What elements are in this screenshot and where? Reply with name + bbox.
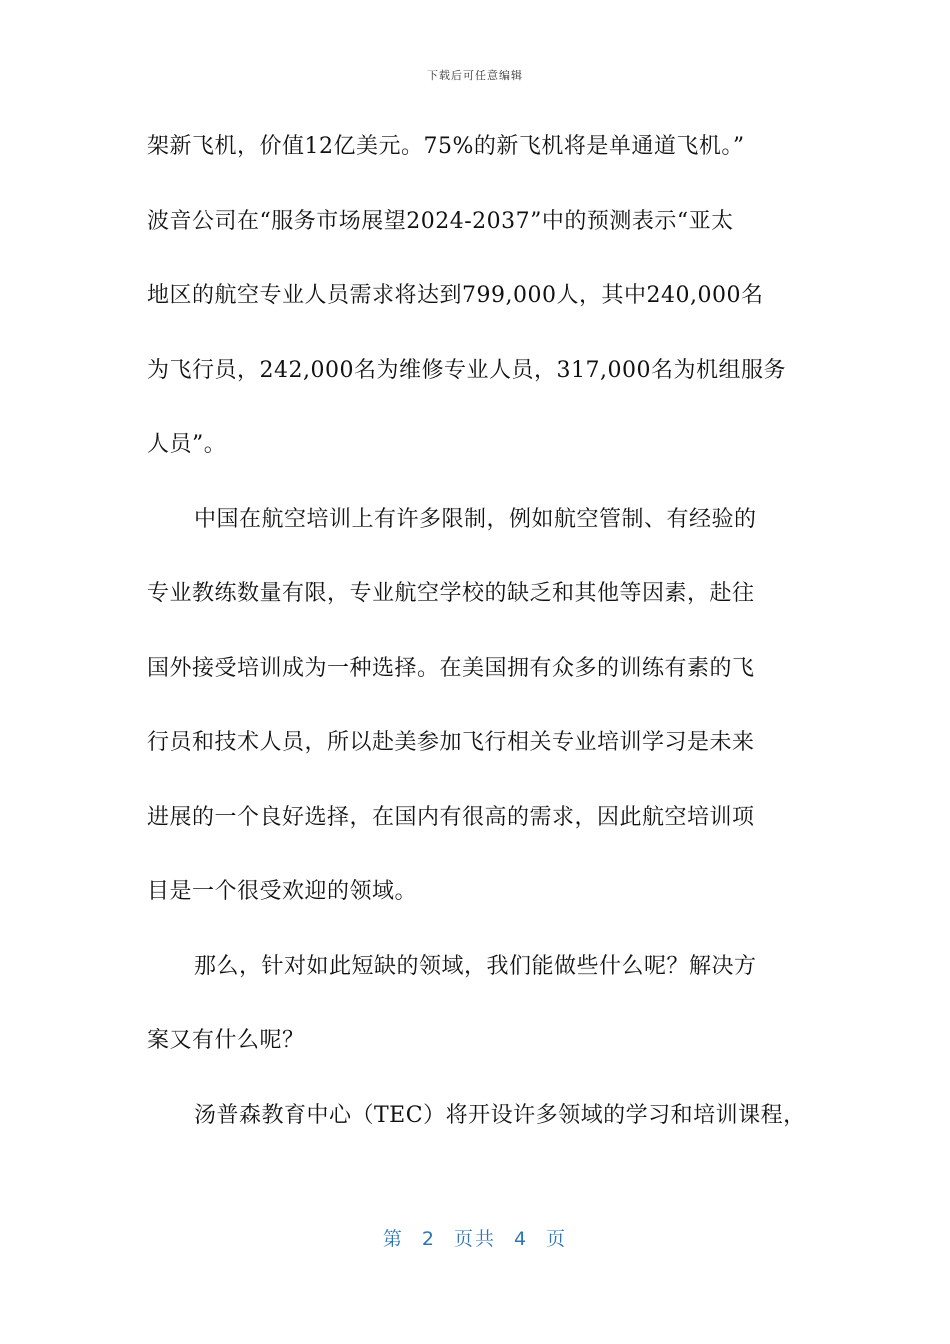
body-text — [147, 122, 827, 1165]
text-line: 目是一个很受欢迎的领域。 — [147, 879, 418, 904]
text-line: 地区的航空专业人员需求将达到799,000人，其中240,000名 — [147, 283, 764, 308]
text-line: 案又有什么呢？ — [147, 1028, 305, 1053]
text-line: 国外接受培训成为一种选择。在美国拥有众多的训练有素的飞 — [147, 655, 755, 681]
text-line: 行员和技术人员，所以赴美参加飞行相关专业培训学习是未来 — [147, 730, 755, 755]
text-line: 专业教练数量有限，专业航空学校的缺乏和其他等因素，赴往 — [147, 581, 755, 606]
text-line: 为飞行员，242,000名为维修专业人员，317,000名为机组服务 — [147, 357, 786, 383]
text-line: 架新飞机，价值12亿美元。75%的新飞机将是单通道飞机。” — [147, 134, 745, 159]
page-number-footer: 第 2 页共 4 页 — [382, 1228, 568, 1250]
text-line: 那么，针对如此短缺的领域，我们能做些什么呢？解决方 — [194, 953, 757, 979]
text-line: 波音公司在“服务市场展望2024-2037”中的预测表示“亚太 — [147, 208, 734, 234]
header-note: 下载后可任意编辑 — [427, 69, 523, 82]
text-line: 人员”。 — [147, 432, 227, 457]
text-line: 中国在航空培训上有许多限制，例如航空管制、有经验的 — [194, 506, 757, 532]
text-line: 汤普森教育中心（TEC）将开设许多领域的学习和培训课程， — [194, 1102, 806, 1128]
text-line: 进展的一个良好选择，在国内有很高的需求，因此航空培训项 — [147, 804, 755, 830]
